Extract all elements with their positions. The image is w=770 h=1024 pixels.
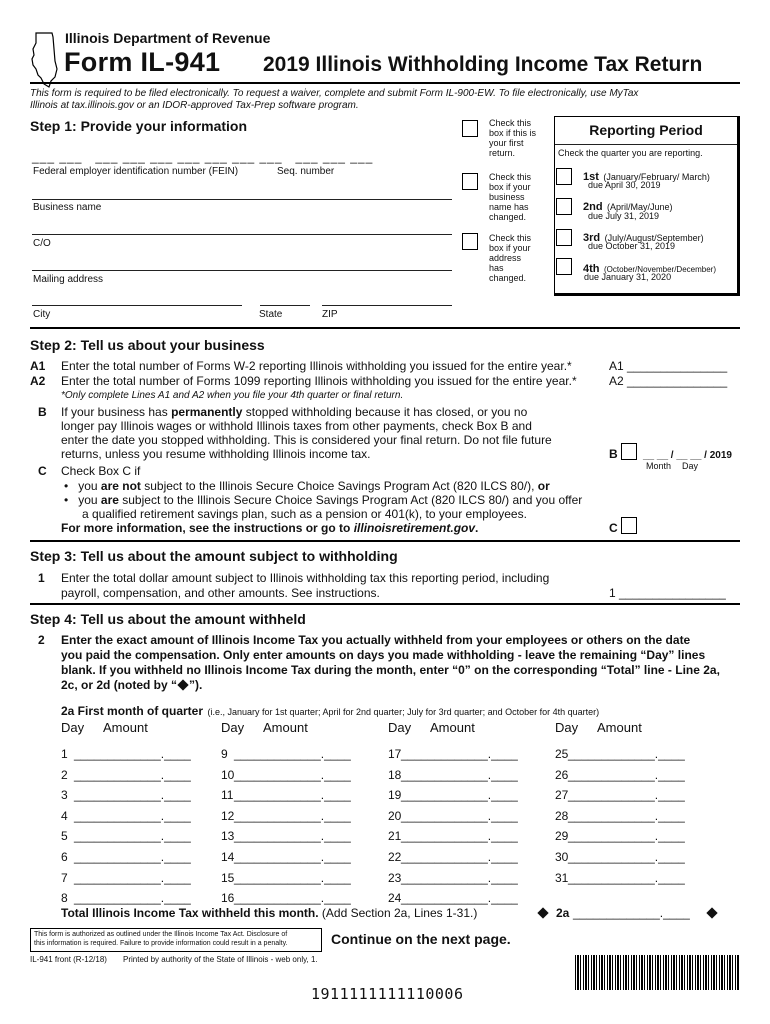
box-b-checkbox[interactable]: [621, 443, 637, 460]
a1-text: Enter the total number of Forms W-2 reporting Illinois withholding you issued for the entire year.*: [61, 359, 572, 373]
day-number: 15: [221, 871, 235, 885]
barcode-number: 1911111111110006: [311, 985, 464, 1003]
day-number: 1: [61, 747, 68, 761]
quarter-3-name: 3rd: [583, 232, 601, 244]
day-amount-field[interactable]: _____________.____: [401, 809, 518, 823]
quarter-4-months: (October/November/December): [603, 265, 716, 274]
col-day-2: Day: [221, 720, 245, 735]
quarter-2-checkbox[interactable]: [556, 198, 572, 215]
day-number: 6: [61, 850, 68, 864]
business-name-label: Business name: [33, 202, 102, 213]
reporting-period-title: Reporting Period: [589, 122, 703, 138]
month-note: (i.e., January for 1st quarter; April for 2nd quarter; July for 3rd quarter; and October for 4th quarter): [207, 707, 600, 717]
quarter-4-due: due January 31, 2020: [584, 272, 672, 282]
barcode: [575, 955, 740, 990]
day-number: 18: [388, 768, 402, 782]
day-number: 16: [221, 891, 235, 905]
quarter-3-due: due October 31, 2019: [588, 241, 676, 251]
mailing-address-field[interactable]: [32, 270, 452, 271]
day-amount-field[interactable]: _____________.____: [234, 850, 351, 864]
col-day-1: Day: [61, 720, 85, 735]
c-text: Check Box C if: [61, 464, 141, 478]
b-day-label: Day: [682, 461, 699, 471]
step3-field[interactable]: 1 ________________: [609, 586, 726, 600]
step3-line-2: payroll, compensation, and other amounts. See instructions.: [61, 586, 380, 600]
step1-heading: Step 1: Provide your information: [30, 118, 248, 134]
b-line-1: If your business has permanently stopped withholding because it has closed, or you no: [61, 405, 528, 419]
c-more-info: For more information, see the instructions or go to illinoisretirement.gov.: [61, 521, 479, 535]
col-amount-4: Amount: [597, 720, 642, 735]
day-amount-field[interactable]: _____________.____: [234, 891, 351, 905]
quarter-3-checkbox[interactable]: [556, 229, 572, 246]
first-return-text: Check this box if this is your first return.: [489, 118, 537, 158]
day-amount-field[interactable]: _____________.____: [74, 829, 191, 843]
day-number: 7: [61, 871, 68, 885]
day-amount-field[interactable]: _____________.____: [401, 788, 518, 802]
business-name-field[interactable]: [32, 199, 452, 200]
day-amount-field[interactable]: _____________.____: [401, 871, 518, 885]
seq-label: Seq. number: [277, 166, 335, 177]
department-name: Illinois Department of Revenue: [65, 30, 271, 46]
b-line-2: longer pay Illinois wages or withhold Illinois taxes from other payments, check Box B and: [61, 419, 532, 433]
c-bullet-2: • you are subject to the Illinois Secure Choice Savings Program Act (820 ILCS 80/) and you offer: [64, 493, 583, 507]
printed-by: Printed by authority of the State of Illinois - web only, 1.: [123, 955, 318, 964]
notice-line-1: This form is required to be filed electronically. To request a waiver, complete and submit Form IL-900-EW. To file electronically, use MyTax: [30, 88, 639, 99]
day-amount-field[interactable]: _____________.____: [401, 891, 518, 905]
illinois-state-outline-icon: [30, 31, 60, 89]
step4-para-3: blank. If you withheld no Illinois Income Tax during the month, enter “0” on the corresponding “Total” line - Line 2a,: [61, 663, 720, 677]
continue-next-page: Continue on the next page.: [331, 931, 511, 947]
a1-a2-note: *Only complete Lines A1 and A2 when you file your 4th quarter or final return.: [61, 390, 404, 401]
quarter-2-due: due July 31, 2019: [588, 211, 660, 221]
day-number: 28: [555, 809, 569, 823]
step4-para-2: you paid the compensation. Only enter amounts on days you made withholding - leave the remaining “Day” lines: [61, 648, 706, 662]
day-number: 3: [61, 788, 68, 802]
col-day-3: Day: [388, 720, 412, 735]
diamond-icon: [177, 679, 188, 690]
city-field[interactable]: [32, 305, 242, 306]
day-amount-field[interactable]: _____________.____: [568, 829, 685, 843]
day-number: 23: [388, 871, 402, 885]
state-field[interactable]: [260, 305, 310, 306]
total-2a-field[interactable]: _____________.____: [573, 906, 690, 920]
day-number: 26: [555, 768, 569, 782]
zip-label: ZIP: [322, 309, 338, 320]
day-number: 27: [555, 788, 569, 802]
a2-field[interactable]: A2 _______________: [609, 374, 728, 388]
address-changed-checkbox[interactable]: [462, 233, 478, 250]
step4-line-num: 2: [38, 633, 45, 647]
step4-heading: Step 4: Tell us about the amount withheld: [30, 611, 306, 627]
day-number: 9: [221, 747, 228, 761]
c-bullet-2-line-2: a qualified retirement savings plan, such as a pension or 401(k), to your employees.: [82, 507, 527, 521]
quarter-4-name: 4th: [583, 263, 600, 275]
total-line: Total Illinois Income Tax withheld this month. (Add Section 2a, Lines 1-31.): [61, 906, 478, 920]
quarter-4-checkbox[interactable]: [556, 258, 572, 275]
day-number: 20: [388, 809, 402, 823]
day-number: 24: [388, 891, 402, 905]
day-number: 25: [555, 747, 569, 761]
day-amount-field[interactable]: _____________.____: [234, 788, 351, 802]
day-amount-field[interactable]: _____________.____: [568, 809, 685, 823]
step3-line-num: 1: [38, 571, 45, 585]
quarter-2-name: 2nd: [583, 201, 603, 213]
address-changed-text: Check this box if your address has changed.: [489, 233, 532, 283]
b-code: B: [38, 405, 47, 419]
b-box-label: B: [609, 447, 618, 461]
diamond-icon: [537, 907, 548, 918]
name-changed-checkbox[interactable]: [462, 173, 478, 190]
day-amount-field[interactable]: _____________.____: [74, 850, 191, 864]
day-number: 11: [221, 788, 234, 802]
co-label: C/O: [33, 238, 51, 249]
col-day-4: Day: [555, 720, 579, 735]
zip-field[interactable]: [322, 305, 452, 306]
box-c-checkbox[interactable]: [621, 517, 637, 534]
notice-line-2: Illinois at tax.illinois.gov or an IDOR-approved Tax-Prep software program.: [30, 100, 359, 111]
quarter-1-checkbox[interactable]: [556, 168, 572, 185]
day-amount-field[interactable]: _____________.____: [74, 768, 191, 782]
authorization-notice: This form is authorized as outlined under the Illinois Income Tax Act. Disclosure of this information is required. Failure to provide information could result in a penalty.: [30, 928, 322, 952]
c-box-label: C: [609, 521, 618, 535]
step3-line-1: Enter the total dollar amount subject to Illinois withholding tax this reporting period, including: [61, 571, 550, 585]
a2-text: Enter the total number of Forms 1099 reporting Illinois withholding you issued for the entire year.*: [61, 374, 577, 388]
day-number: 31: [555, 871, 569, 885]
state-label: State: [259, 309, 283, 320]
col-amount-3: Amount: [430, 720, 475, 735]
step4-para-4: 2c, or 2d (noted by “ ”).: [61, 678, 203, 692]
day-amount-field[interactable]: _____________.____: [74, 809, 191, 823]
b-line-3: enter the date you stopped withholding. This is considered your final return. Do not file future: [61, 433, 552, 447]
day-amount-field[interactable]: _____________.____: [74, 871, 191, 885]
day-amount-field[interactable]: _____________.____: [568, 747, 685, 761]
day-number: 10: [221, 768, 235, 782]
day-amount-field[interactable]: _____________.____: [74, 891, 191, 905]
day-number: 17: [388, 747, 402, 761]
col-amount-1: Amount: [103, 720, 148, 735]
day-amount-field[interactable]: _____________.____: [234, 829, 351, 843]
day-amount-field[interactable]: _____________.____: [234, 747, 351, 761]
mailing-address-label: Mailing address: [33, 274, 104, 285]
day-amount-field[interactable]: _____________.____: [568, 850, 685, 864]
day-amount-field[interactable]: _____________.____: [568, 768, 685, 782]
b-stop-date[interactable]: __ __ / __ __ / 2019: [643, 450, 732, 461]
quarter-1-months: (January/February/ March): [603, 172, 710, 182]
b-month-label: Month: [646, 461, 672, 471]
day-number: 4: [61, 809, 68, 823]
day-amount-field[interactable]: _____________.____: [401, 850, 518, 864]
day-amount-field[interactable]: _____________.____: [74, 747, 191, 761]
illinoisretirement-link[interactable]: illinoisretirement.gov: [353, 521, 476, 535]
day-number: 21: [388, 829, 402, 843]
form-revision: IL-941 front (R-12/18): [30, 955, 107, 964]
a2-code: A2: [30, 374, 46, 388]
form-title: 2019 Illinois Withholding Income Tax Return: [263, 53, 703, 76]
day-number: 2: [61, 768, 68, 782]
total-field-label: 2a: [556, 906, 570, 920]
day-number: 5: [61, 829, 68, 843]
col-amount-2: Amount: [263, 720, 308, 735]
c-bullet-1: • you are not subject to the Illinois Secure Choice Savings Program Act (820 ILCS 80/), or: [64, 479, 550, 493]
a1-code: A1: [30, 359, 46, 373]
day-number: 19: [388, 788, 402, 802]
name-changed-text: Check this box if your business name has changed.: [489, 172, 532, 222]
b-line-4: returns, unless you resume withholding Illinois income tax.: [61, 447, 371, 461]
quarter-1-due: due April 30, 2019: [588, 180, 661, 190]
day-amount-field[interactable]: _____________.____: [74, 788, 191, 802]
month-heading: 2a First month of quarter (i.e., January for 1st quarter; April for 2nd quarter; July for 3rd quarter; and October for 4th quarter): [61, 704, 600, 718]
day-amount-field[interactable]: _____________.____: [234, 871, 351, 885]
day-amount-field[interactable]: _____________.____: [234, 768, 351, 782]
day-number: 12: [221, 809, 235, 823]
city-label: City: [33, 309, 51, 320]
day-amount-field[interactable]: _____________.____: [568, 871, 685, 885]
a1-field[interactable]: A1 _______________: [609, 359, 728, 373]
day-amount-field[interactable]: _____________.____: [401, 829, 518, 843]
day-number: 29: [555, 829, 569, 843]
quarter-3-months: (July/August/September): [604, 233, 704, 243]
quarter-2-months: (April/May/June): [607, 202, 673, 212]
co-field[interactable]: [32, 234, 452, 235]
fein-label: Federal employer identification number (FEIN): [33, 166, 239, 177]
day-amount-field[interactable]: _____________.____: [568, 788, 685, 802]
day-amount-field[interactable]: _____________.____: [401, 768, 518, 782]
fein-blanks[interactable]: ___ ___ ___ ___ ___ ___ ___ ___ ___ ___ ___ ___: [32, 150, 374, 164]
step3-heading: Step 3: Tell us about the amount subject to withholding: [30, 548, 398, 564]
reporting-period-box: [554, 116, 740, 296]
day-amount-field[interactable]: _____________.____: [401, 747, 518, 761]
day-number: 8: [61, 891, 68, 905]
day-amount-field[interactable]: _____________.____: [234, 809, 351, 823]
day-number: 13: [221, 829, 235, 843]
first-return-checkbox[interactable]: [462, 120, 478, 137]
form-id: Form IL-941: [64, 47, 221, 77]
day-number: 14: [221, 850, 235, 864]
step2-heading: Step 2: Tell us about your business: [30, 337, 265, 353]
c-code: C: [38, 464, 47, 478]
day-number: 30: [555, 850, 569, 864]
reporting-period-instruction: Check the quarter you are reporting.: [558, 148, 703, 158]
quarter-1-name: 1st: [583, 171, 599, 183]
diamond-icon: [706, 907, 717, 918]
day-number: 22: [388, 850, 402, 864]
step4-para-1: Enter the exact amount of Illinois Income Tax you actually withheld from your employees or others on the date: [61, 633, 691, 647]
